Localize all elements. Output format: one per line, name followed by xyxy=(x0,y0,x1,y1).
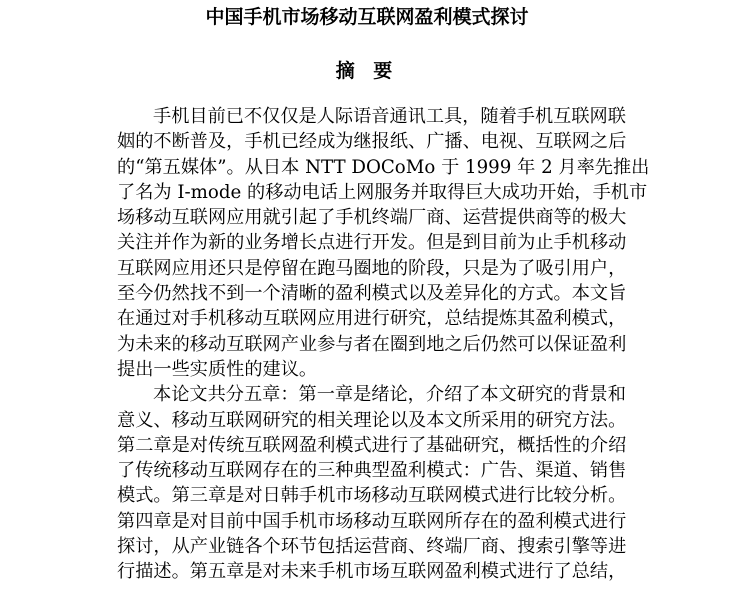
abstract-body xyxy=(117,104,650,585)
text-line: 姻的不断普及，手机已经成为继报纸、广播、电视、互联网之后 xyxy=(117,131,627,153)
text-line: 互联网应用还只是停留在跑马圈地的阶段，只是为了吸引用户， xyxy=(117,257,627,279)
abstract-heading: 摘 要 xyxy=(335,60,399,82)
text-line: 至今仍然找不到一个清晰的盈利模式以及差异化的方式。本文旨 xyxy=(117,283,627,305)
document-title: 中国手机市场移动互联网盈利模式探讨 xyxy=(205,6,529,28)
text-line: 意义、移动互联网研究的相关理论以及本文所采用的研究方法。 xyxy=(117,409,627,431)
text-line: 手机目前已不仅仅是人际语音通讯工具，随着手机互联网联 xyxy=(153,106,626,127)
text-line: 在通过对手机移动互联网应用进行研究，总结提炼其盈利模式， xyxy=(117,308,627,330)
text-line: 了名为 I-mode 的移动电话上网服务并取得巨大成功开始，手机市 xyxy=(117,181,648,203)
text-line: 了传统移动互联网存在的三种典型盈利模式：广告、渠道、销售 xyxy=(117,460,627,482)
paragraph-2 xyxy=(117,382,627,584)
text-line: 探讨，从产业链各个环节包括运营商、终端厂商、搜索引擎等进 xyxy=(117,536,627,558)
text-line: 提出一些实质性的建议。 xyxy=(117,358,318,380)
paragraph-1 xyxy=(117,104,650,382)
text-line: 第四章是对目前中国手机市场移动互联网所存在的盈利模式进行 xyxy=(117,510,627,532)
text-line: 本论文共分五章：第一章是绪论，介绍了本文研究的背景和 xyxy=(153,384,626,406)
text-line: 关注并作为新的业务增长点进行开发。但是到目前为止手机移动 xyxy=(117,232,627,254)
text-line: 第二章是对传统互联网盈利模式进行了基础研究，概括性的介绍 xyxy=(117,434,627,456)
text-line: 场移动互联网应用就引起了手机终端厂商、运营提供商等的极大 xyxy=(117,207,627,229)
text-line: 的“第五媒体”。从日本 NTT DOCoMo 于 1999 年 2 月率先推出 xyxy=(117,156,650,178)
text-line: 模式。第三章是对日韩手机市场移动互联网模式进行比较分析。 xyxy=(117,485,627,507)
text-line: 为未来的移动互联网产业参与者在圈到地之后仍然可以保证盈利 xyxy=(117,333,627,355)
text-line: 行描述。第五章是对未来手机市场互联网盈利模式进行了总结， xyxy=(117,561,627,583)
